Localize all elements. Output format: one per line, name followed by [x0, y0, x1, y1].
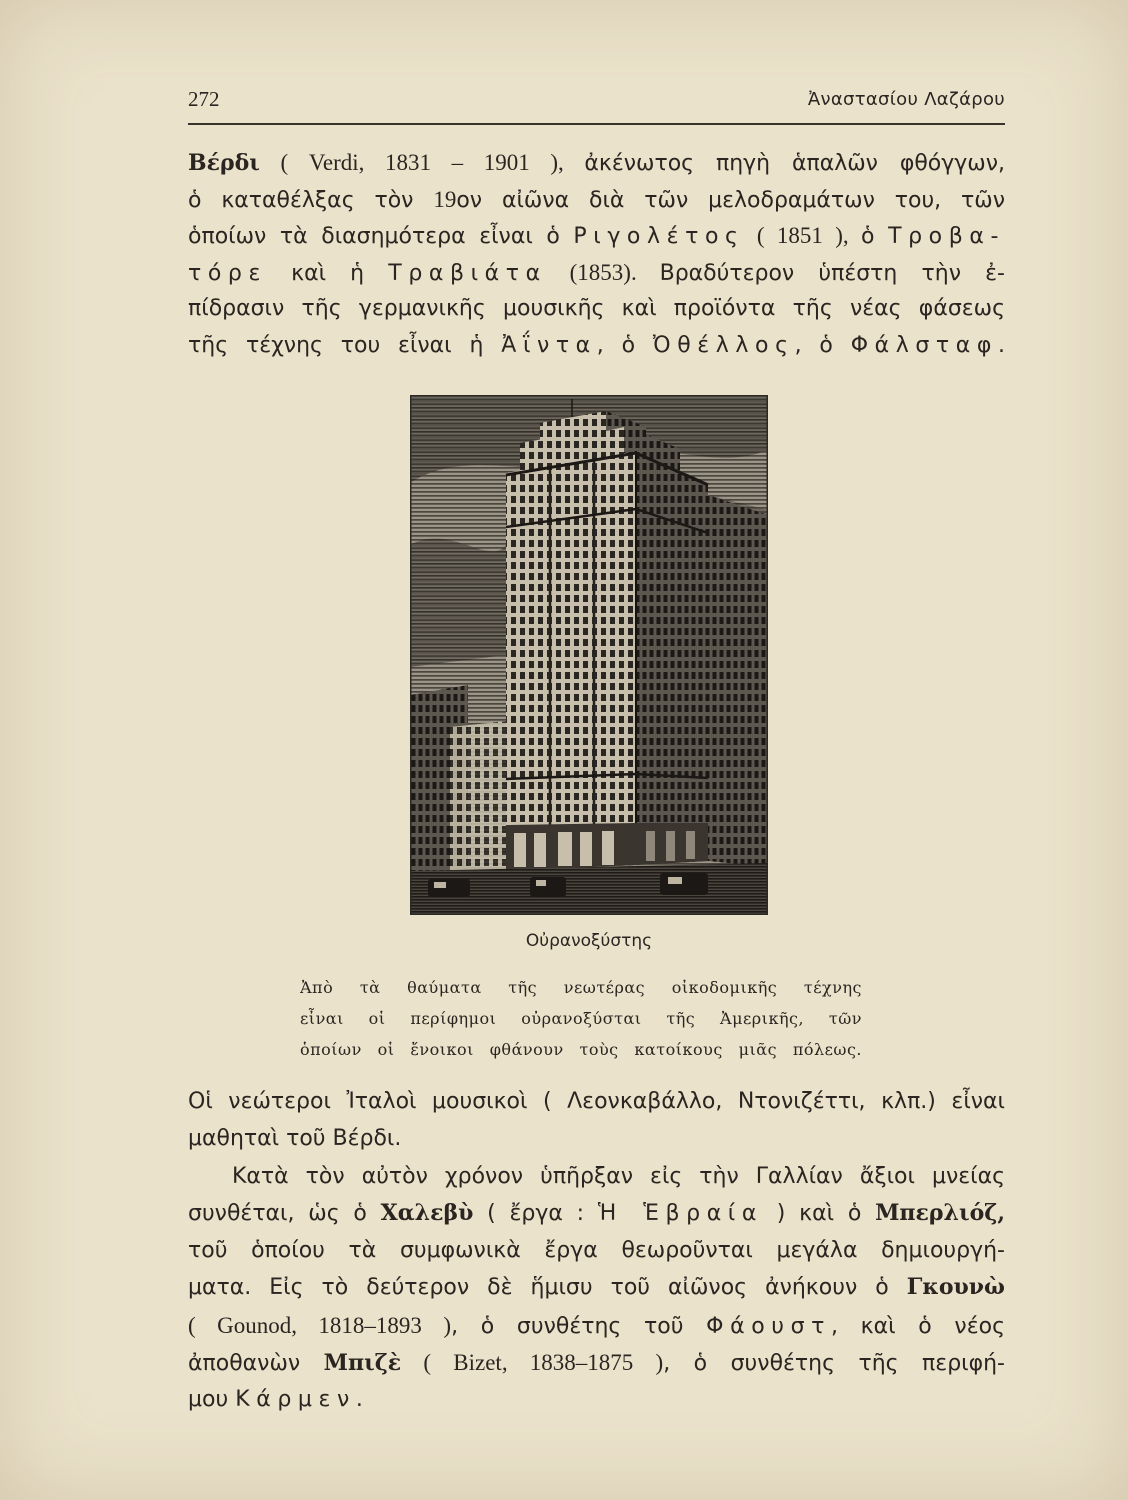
text-segment: Οἱ νεώτεροι Ἰταλοὶ μουσικοὶ ( Λεονκαβάλλο, Ντονιζέττι, κλπ.) εἶναι — [188, 1089, 1005, 1114]
bold-name: Βέρδι — [188, 150, 260, 176]
figure-caption-line: ὁποίων οἱ ἔνοικοι φθάνουν τοὺς κατοίκους μιᾶς πόλεως. — [300, 1040, 862, 1059]
bold-name: Μπιζὲ — [323, 1350, 402, 1377]
latin-segment: (1853). — [546, 259, 660, 285]
text-segment: ἀποθανὼν — [188, 1351, 324, 1377]
figure-caption-title: Οὐρανοξύστης — [525, 931, 653, 951]
figure-caption-line: εἶναι οἱ περίφημοι οὐρανοξύσται τῆς Ἀμερικῆς, τῶν — [300, 1009, 862, 1028]
text-segment: Βραδύτερον ὑπέστη τὴν ἐ- — [659, 260, 1005, 286]
text-segment: τοῦ ὁποίου τὰ συμφωνικὰ ἔργα θεωροῦνται μεγάλα δημιουργή- — [188, 1238, 1005, 1264]
text-line — [188, 218, 1005, 255]
page-number: 272 — [188, 87, 220, 111]
spaced-title: Ὀθέλλος — [652, 332, 795, 358]
skyscraper-engraving — [410, 395, 768, 915]
text-segment: . — [355, 1387, 363, 1413]
bold-name: Γκουνὼ — [906, 1274, 1005, 1301]
spaced-title: Φάουστ — [706, 1313, 831, 1339]
text-segment: , καὶ ὁ νέος — [830, 1313, 1005, 1339]
text-line — [188, 145, 1005, 182]
text-segment: μου — [188, 1387, 236, 1413]
text-segment: . — [997, 332, 1005, 358]
latin-segment: ( Verdi, 1831 – 1901 ), — [259, 150, 585, 175]
text-line — [188, 182, 1005, 219]
text-segment: ὁ καταθέλξας τὸν — [188, 187, 434, 213]
spaced-title: Ἀΐντα — [501, 332, 597, 358]
text-segment: ματα. Εἰς τὸ δεύτερον δὲ ἥμισυ τοῦ αἰῶνος ἀνήκουν ὁ — [188, 1275, 907, 1301]
figure-caption-line: Ἀπὸ τὰ θαύματα τῆς νεωτέρας οἰκοδομικῆς τέχνης — [300, 978, 862, 997]
text-segment: , ὁ συνθέτης τοῦ — [451, 1313, 707, 1339]
header-rule — [188, 123, 1005, 125]
text-line — [188, 1120, 1005, 1157]
latin-segment: 19 — [433, 186, 457, 212]
text-segment: μαθηταὶ τοῦ Βέρδι. — [188, 1126, 402, 1152]
paragraph-verdi — [188, 145, 1005, 364]
spaced-title: Ριγολέτος — [573, 224, 745, 249]
text-segment: ον αἰῶνα διὰ τῶν μελοδραμάτων του, τῶν — [456, 187, 1005, 213]
text-segment: πίδρασιν τῆς γερμανικῆς μουσικῆς καὶ προϊόντα τῆς νέας φάσεως — [188, 296, 1005, 321]
skyscraper-illustration — [410, 395, 768, 915]
latin-segment: ( 1851 ), — [744, 223, 861, 248]
text-segment: , ὁ — [794, 332, 851, 358]
spaced-title: Ἡ Ἑβραία — [597, 1200, 763, 1226]
text-line — [188, 328, 1005, 365]
spaced-title: τόρε — [188, 260, 267, 286]
text-segment: , ὁ — [596, 332, 653, 358]
text-segment: ὁ — [861, 224, 889, 249]
latin-segment: ( Gounod, 1818–1893 ) — [188, 1312, 452, 1338]
running-title: Ἀναστασίου Λαζάρου — [807, 89, 1005, 110]
spaced-title: Φάλσταφ — [850, 332, 998, 358]
bold-name: Μπερλιόζ, — [875, 1199, 1005, 1226]
spaced-title: Τροβα- — [888, 224, 1005, 249]
text-segment: Κατὰ τὸν αὐτὸν χρόνον ὑπῆρξαν εἰς τὴν Γαλλίαν ἄξιοι μνείας — [232, 1163, 1005, 1189]
bold-name: Χαλεβὺ — [380, 1199, 474, 1226]
text-line — [188, 1381, 1005, 1418]
text-segment: ) καὶ ὁ — [762, 1200, 876, 1226]
text-line — [188, 1195, 1005, 1232]
text-line — [188, 1158, 1005, 1195]
text-line — [188, 1269, 1005, 1306]
text-line — [188, 1307, 1005, 1344]
spaced-title: Τραβιάτα — [388, 260, 547, 286]
text-line — [188, 1232, 1005, 1269]
text-segment: καὶ ἡ — [266, 260, 389, 286]
text-segment: τῆς τέχνης του εἶναι ἡ — [188, 332, 502, 358]
text-line — [188, 1083, 1005, 1120]
text-line — [188, 255, 1005, 292]
text-segment: ἀκένωτος πηγὴ ἁπαλῶν φθόγγων, — [584, 151, 1005, 176]
figure-caption — [300, 972, 862, 1065]
text-segment: ( ἔργα : — [473, 1200, 598, 1226]
spaced-title: Κάρμεν — [235, 1387, 356, 1413]
paragraphs-composers — [188, 1083, 1005, 1419]
text-line — [188, 291, 1005, 328]
text-segment: , ὁ συνθέτης τῆς περιφή- — [663, 1351, 1005, 1377]
text-segment: ὁποίων τὰ διασημότερα εἶναι ὁ — [188, 224, 574, 249]
latin-segment: ( Bizet, 1838–1875 ) — [401, 1350, 664, 1376]
text-segment: συνθέται, ὡς ὁ — [188, 1200, 381, 1226]
text-line — [188, 1344, 1005, 1381]
